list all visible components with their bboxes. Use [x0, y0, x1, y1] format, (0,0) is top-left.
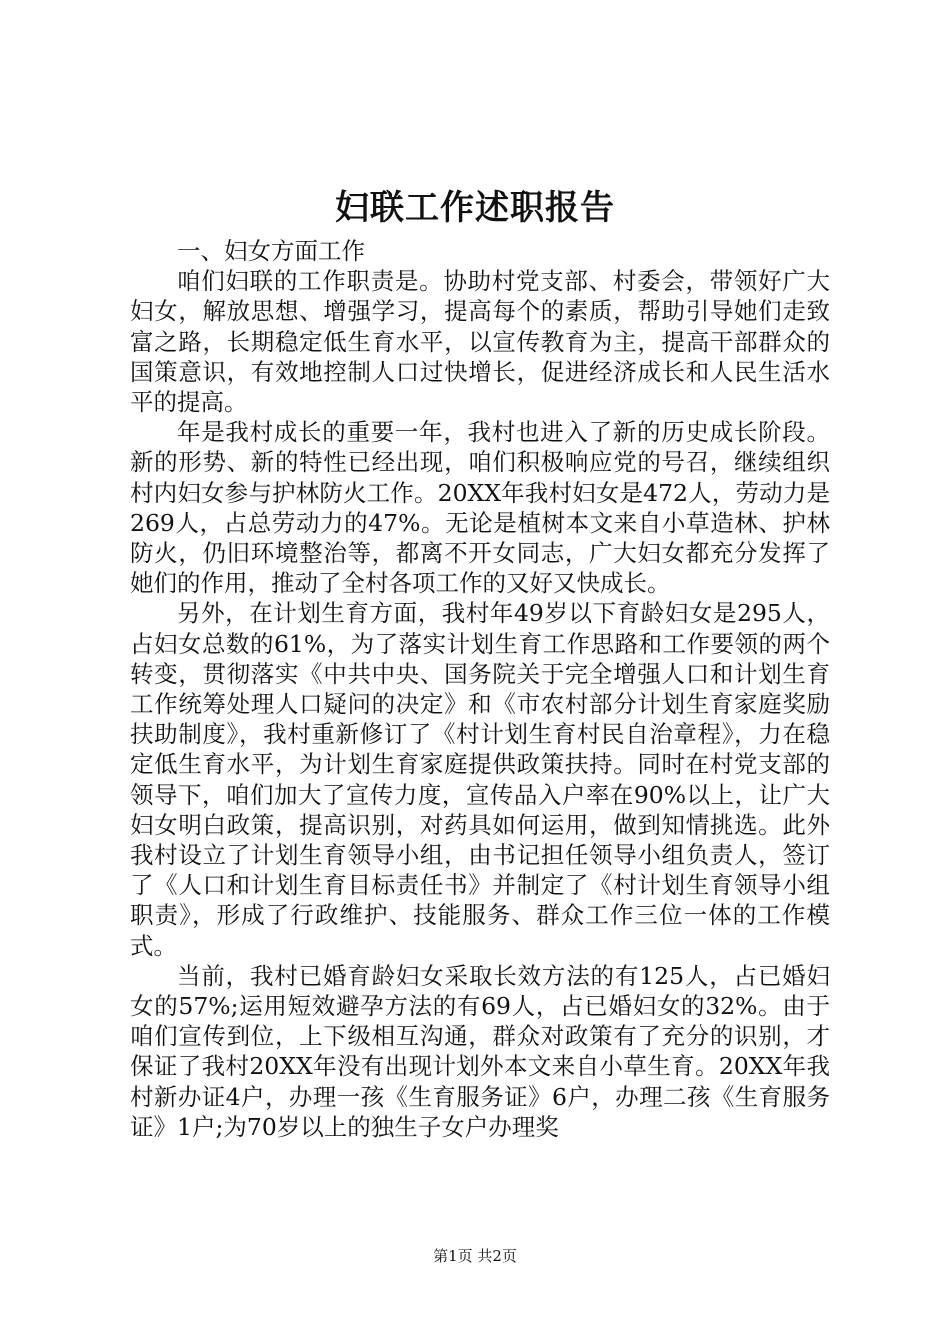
- paragraph-development: 年是我村成长的重要一年，我村也进入了新的历史成长阶段。新的形势、新的特性已经出现，咱们积极响应党的号召，继续组织村内妇女参与护林防火工作。20XX年我村妇女是472人，劳动力是269人，占总劳动力的47%。无论是植树本文来自小草造林、护林防火，仍旧环境整治等，都离不开女同志，广大妇女都充分发挥了她们的作用，推动了全村各项工作的又好又快成长。: [130, 418, 830, 598]
- page-footer: 第1页 共2页: [433, 1247, 517, 1265]
- paragraph-current-status: 当前，我村已婚育龄妇女采取长效方法的有125人，占已婚妇女的57%;运用短效避孕方法的有69人，占已婚妇女的32%。由于咱们宣传到位，上下级相互沟通，群众对政策有了充分的识别，才保证了我村20XX年没有出现计划外本文来自小草生育。20XX年我村新办证4户，办理一孩《生育服务证》6户，办理二孩《生育服务证》1户;为70岁以上的独生子女户办理奖: [130, 961, 830, 1141]
- document-title: 妇联工作述职报告: [335, 188, 615, 228]
- section-heading: 一、妇女方面工作: [177, 237, 365, 265]
- document-body: [130, 236, 830, 1142]
- paragraph-duties: 咱们妇联的工作职责是。协助村党支部、村委会，带领好广大妇女，解放思想、增强学习，提高每个的素质，帮助引导她们走致富之路，长期稳定低生育水平，以宣传教育为主，提高干部群众的国策意识，有效地控制人口过快增长，促进经济成长和人民生活水平的提高。: [130, 267, 830, 417]
- paragraph-family-planning: 另外，在计划生育方面，我村年49岁以下育龄妇女是295人，占妇女总数的61%，为了落实计划生育工作思路和工作要领的两个转变，贯彻落实《中共中央、国务院关于完全增强人口和计划生育工作统筹处理人口疑问的决定》和《市农村部分计划生育家庭奖励扶助制度》，我村重新修订了《村计划生育村民自治章程》，力在稳定低生育水平，为计划生育家庭提供政策扶持。同时在村党支部的领导下，咱们加大了宣传力度，宣传品入户率在90%以上，让广大妇女明白政策，提高识别，对药具如何运用，做到知情挑选。此外我村设立了计划生育领导小组，由书记担任领导小组负责人，签订了《人口和计划生育目标责任书》并制定了《村计划生育领导小组职责》，形成了行政维护、技能服务、群众工作三位一体的工作模式。: [130, 599, 830, 960]
